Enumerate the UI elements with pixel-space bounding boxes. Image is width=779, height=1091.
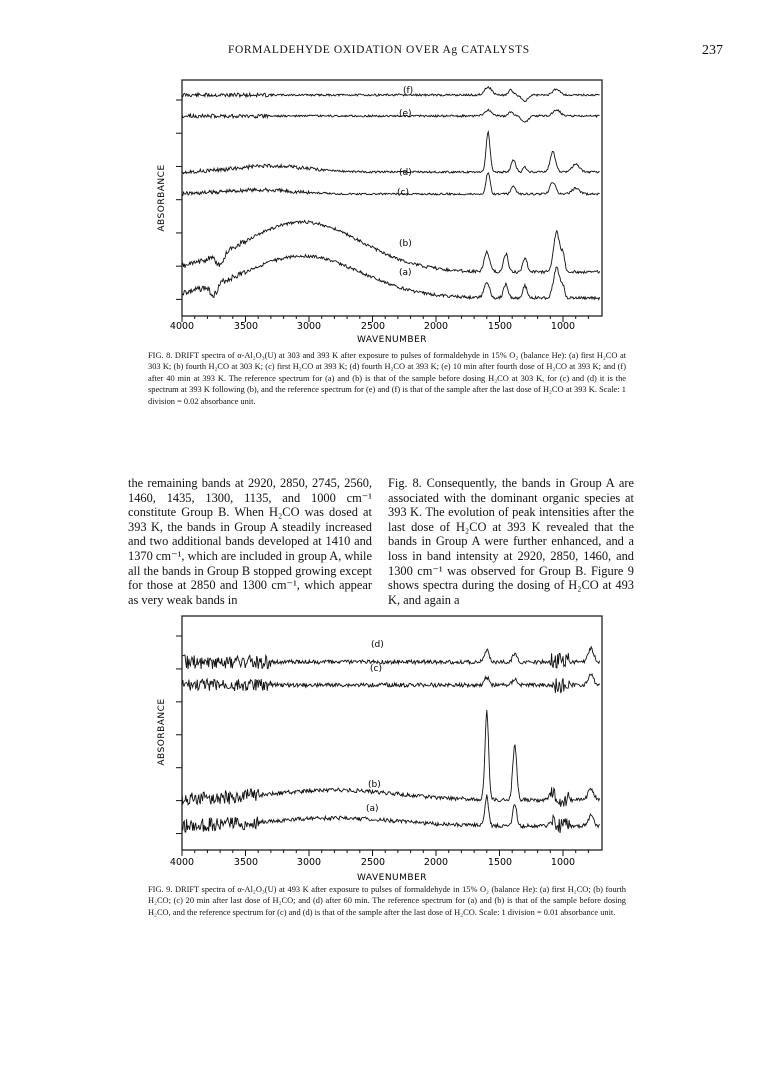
fig8-label-a: (a) <box>399 268 412 278</box>
fig8-label-d: (d) <box>399 168 412 178</box>
fig8-label-f: (f) <box>403 86 414 96</box>
fig8-xtick-1500: 1500 <box>487 321 513 332</box>
fig9-xtick-3000: 3000 <box>296 857 322 868</box>
fig9-label-c: (c) <box>370 664 382 674</box>
fig8-label-c: (c) <box>397 188 409 198</box>
fig8-xtick-4000: 4000 <box>169 321 195 332</box>
fig9-xtick-3500: 3500 <box>233 857 259 868</box>
body-text-right-column <box>388 476 634 607</box>
fig9-xtick-2500: 2500 <box>360 857 386 868</box>
figure-9-caption-text: DRIFT spectra of α-Al₂O₃(U) at 493 K after exposure to pulses of formaldehyde in 15% O₂ (balance He): (a) first H₂CO; (b) fourth H₂CO; (c) 20 min after last dose of H₂CO; and (d) after 60 min. The reference spectrum for (a) and (b) is that of the sample before dosing H₂CO, and the reference spectrum for (c) and (d) is that of the sample after the last dose of H₂CO. Scale: 1 division = 0.01 absorbance unit. <box>148 885 626 917</box>
fig8-trace-f <box>182 87 600 102</box>
fig8-label-b: (b) <box>399 239 412 249</box>
fig9-trace-a <box>182 795 600 834</box>
figure-9-caption-label: FIG. 9. <box>148 885 173 894</box>
fig8-trace-d <box>182 132 600 174</box>
fig9-xtick-4000: 4000 <box>169 857 195 868</box>
fig9-trace-d <box>182 647 600 669</box>
figure-8-plot <box>0 0 779 360</box>
fig8-xtick-2000: 2000 <box>423 321 449 332</box>
figure-8-caption-label: FIG. 8. <box>148 351 173 360</box>
fig9-x-ticks <box>182 850 588 856</box>
fig9-y-label: ABSORBANCE <box>157 698 167 766</box>
fig9-trace-c <box>182 674 600 693</box>
fig8-trace-c <box>182 173 600 196</box>
fig9-xtick-2000: 2000 <box>423 857 449 868</box>
left-column-paragraph: the remaining bands at 2920, 2850, 2745, 2560, 1460, 1435, 1300, 1135, and 1000 cm⁻¹ constitute Group B. When H₂CO was dosed at 393 K, the bands in Group A steadily increased and two additional bands developed at 1410 and 1370 cm⁻¹, which are included in group A, while all the bands in Group B stopped growing except for those at 2850 and 1300 cm⁻¹, which appear as very weak bands in <box>128 476 372 607</box>
fig8-trace-b <box>182 221 600 274</box>
fig8-trace-a <box>182 255 600 300</box>
fig8-xtick-3500: 3500 <box>233 321 259 332</box>
fig8-x-label: WAVENUMBER <box>356 335 428 345</box>
running-title: FORMALDEHYDE OXIDATION OVER Ag CATALYSTS <box>228 44 530 56</box>
fig8-trace-e <box>182 109 600 122</box>
figure-9-caption <box>148 884 626 918</box>
fig9-xtick-1000: 1000 <box>550 857 576 868</box>
fig9-frame <box>182 616 602 850</box>
fig9-x-label: WAVENUMBER <box>356 873 428 883</box>
figure-8-caption <box>148 350 626 407</box>
fig8-xtick-3000: 3000 <box>296 321 322 332</box>
fig9-label-d: (d) <box>371 640 384 650</box>
fig8-xtick-1000: 1000 <box>550 321 576 332</box>
fig9-label-b: (b) <box>368 780 381 790</box>
fig9-xtick-1500: 1500 <box>487 857 513 868</box>
figure-9-plot <box>0 600 779 900</box>
fig8-y-ticks <box>176 100 182 299</box>
fig8-label-e: (e) <box>399 109 412 119</box>
fig8-y-label: ABSORBANCE <box>157 164 167 232</box>
fig9-y-ticks <box>176 636 182 834</box>
fig9-trace-b <box>182 710 600 807</box>
body-text-left-column <box>128 476 372 607</box>
fig9-label-a: (a) <box>366 804 379 814</box>
right-column-paragraph: Fig. 8. Consequently, the bands in Group A are associated with the dominant organic species at 393 K. The evolution of peak intensities after the last dose of H₂CO at 393 K revealed that the bands in Group A were further enhanced, and a loss in band intensity at 2920, 2850, 1460, and 1300 cm⁻¹ was observed for Group B. Figure 9 shows spectra during the dosing of H₂CO at 493 K, and again a <box>388 476 634 607</box>
fig8-xtick-2500: 2500 <box>360 321 386 332</box>
figure-8-caption-text: DRIFT spectra of α-Al₂O₃(U) at 303 and 393 K after exposure to pulses of formaldehyde in 15% O₂ (balance He): (a) first H₂CO at 303 K; (b) fourth H₂CO at 303 K; (c) first H₂CO at 393 K; (d) fourth H₂CO at 393 K; (e) 10 min after fourth dose of H₂CO at 393 K; and (f) after 40 min at 393 K. The reference spectrum for (a) and (b) is that of the sample before dosing H₂CO at 303 K, for (c) and (d) it is the spectrum at 393 K following (b), and the reference spectrum for (e) and (f) is that of the sample after the last dose of H₂CO at 393 K. Scale: 1 division = 0.02 absorbance unit. <box>148 351 626 406</box>
page-number: 237 <box>702 43 723 58</box>
